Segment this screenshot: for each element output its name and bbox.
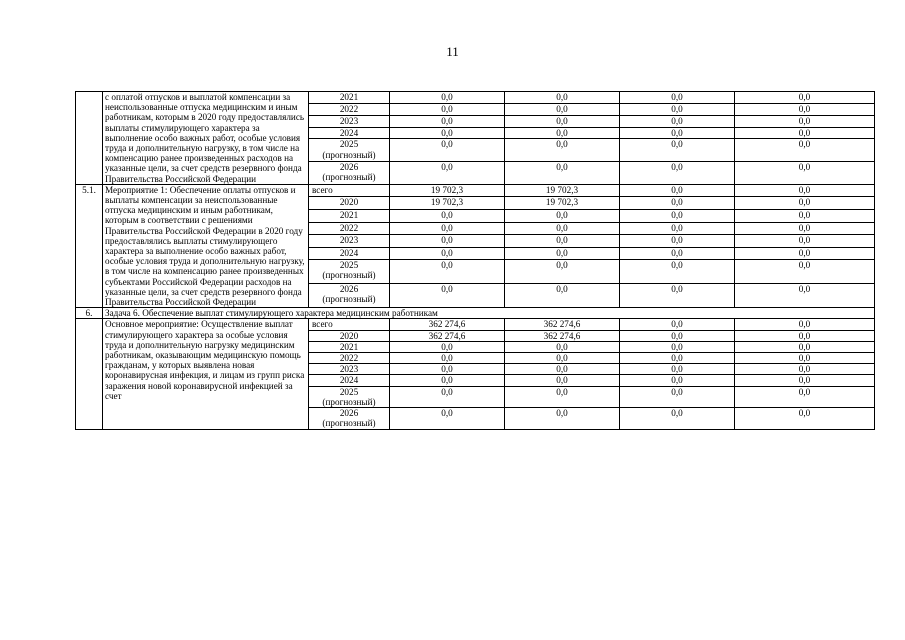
value-cell: 19 702,3 <box>390 184 505 197</box>
year-label: 2021 <box>339 92 359 102</box>
value-cell: 0,0 <box>505 92 620 104</box>
value-cell: 0,0 <box>390 247 505 260</box>
value-cell: 0,0 <box>505 103 620 115</box>
value-cell: 362 274,6 <box>505 330 620 341</box>
value-cell: 0,0 <box>505 341 620 352</box>
budget-table <box>75 91 875 430</box>
value-cell: 0,0 <box>390 235 505 248</box>
value-cell: 0,0 <box>390 341 505 352</box>
value-cell: 0,0 <box>505 209 620 222</box>
row-number <box>76 319 103 429</box>
year-label: 2024 <box>339 127 359 138</box>
value-cell: 362 274,6 <box>390 330 505 341</box>
year-cell <box>309 330 390 341</box>
value-cell: 0,0 <box>505 408 620 429</box>
year-label: 2023 <box>339 235 359 246</box>
year-cell <box>309 364 390 375</box>
year-label: всего <box>312 184 333 195</box>
value-cell: 0,0 <box>390 284 505 308</box>
year-cell <box>309 92 390 104</box>
year-cell <box>309 197 390 210</box>
value-cell: 0,0 <box>505 260 620 284</box>
value-cell: 0,0 <box>390 162 505 185</box>
year-label: 2020 <box>339 197 359 208</box>
year-label: 2022 <box>339 222 359 233</box>
value-cell: 0,0 <box>390 92 505 104</box>
row-number: 6. <box>76 308 103 319</box>
value-cell: 0,0 <box>735 235 875 248</box>
value-cell: 0,0 <box>735 353 875 364</box>
value-cell: 0,0 <box>505 375 620 386</box>
row-number: 5.1. <box>76 184 103 307</box>
year-note: (прогнозный) <box>322 418 376 429</box>
value-cell: 0,0 <box>620 284 735 308</box>
value-cell: 0,0 <box>505 353 620 364</box>
value-cell: 0,0 <box>620 247 735 260</box>
value-cell: 0,0 <box>390 139 505 162</box>
task-title: Задача 6. Обеспечение выплат стимулирующего характера медицинским работникам <box>103 308 875 319</box>
table-row <box>76 184 875 197</box>
year-label: 2025 <box>339 139 359 150</box>
value-cell: 0,0 <box>735 127 875 139</box>
year-label: 2024 <box>339 375 359 386</box>
year-cell <box>309 235 390 248</box>
year-cell <box>309 103 390 115</box>
row-description: с оплатой отпусков и выплатой компенсации за неиспользованные отпуска медицинским и иным работникам, которым в 2020 году предоставлялись выплаты стимулирующего характера за выполнение особо важных работ, особые условия труда и дополнительную нагрузку, в том числе на компенсацию ранее произведенных расходов на указанные цели, за счет средств резервного фонда Правительства Российской Федерации <box>103 92 309 185</box>
year-note: (прогнозный) <box>322 172 376 183</box>
year-label: 2022 <box>339 103 359 114</box>
value-cell: 19 702,3 <box>390 197 505 210</box>
value-cell: 0,0 <box>620 115 735 127</box>
value-cell: 0,0 <box>735 115 875 127</box>
value-cell: 0,0 <box>390 353 505 364</box>
year-cell <box>309 184 390 197</box>
value-cell: 362 274,6 <box>505 319 620 330</box>
value-cell: 0,0 <box>505 386 620 407</box>
row-description: Мероприятие 1: Обеспечение оплаты отпусков и выплаты компенсации за неиспользованные отпуска медицинским и иным работникам, которым в соответствии с решениями Правительства Российской Федерации в 2020 году предоставлялись выплаты стимулирующего характера за выполнение особо важных работ, особые условия труда и дополнительную нагрузку, в том числе на компенсацию ранее произведенных субъектами Российской Федерации расходов на указанные цели, за счет средств резервного фонда Правительства Российской Федерации <box>103 184 309 307</box>
value-cell: 0,0 <box>620 330 735 341</box>
value-cell: 0,0 <box>390 260 505 284</box>
value-cell: 0,0 <box>620 103 735 115</box>
year-note: (прогнозный) <box>322 149 376 160</box>
value-cell: 0,0 <box>620 353 735 364</box>
year-label: 2021 <box>339 341 359 352</box>
value-cell: 0,0 <box>505 247 620 260</box>
value-cell: 19 702,3 <box>505 184 620 197</box>
year-note: (прогнозный) <box>322 396 376 407</box>
value-cell: 0,0 <box>505 115 620 127</box>
value-cell: 0,0 <box>620 386 735 407</box>
year-cell <box>309 386 390 407</box>
value-cell: 0,0 <box>735 375 875 386</box>
value-cell: 0,0 <box>620 364 735 375</box>
year-cell <box>309 115 390 127</box>
year-cell <box>309 127 390 139</box>
value-cell: 0,0 <box>390 127 505 139</box>
value-cell: 0,0 <box>735 184 875 197</box>
value-cell: 0,0 <box>390 222 505 235</box>
value-cell: 0,0 <box>620 162 735 185</box>
value-cell: 0,0 <box>390 103 505 115</box>
year-label: 2025 <box>339 386 359 397</box>
value-cell: 0,0 <box>620 408 735 429</box>
year-label: 2026 <box>339 408 359 419</box>
value-cell: 0,0 <box>505 139 620 162</box>
year-label: 2023 <box>339 115 359 126</box>
year-cell <box>309 222 390 235</box>
value-cell: 0,0 <box>620 341 735 352</box>
value-cell: 0,0 <box>735 260 875 284</box>
year-cell <box>309 319 390 330</box>
year-label: 2023 <box>339 364 359 375</box>
year-label: 2026 <box>339 162 359 173</box>
value-cell: 0,0 <box>735 103 875 115</box>
value-cell: 0,0 <box>505 222 620 235</box>
year-cell <box>309 284 390 308</box>
row-number <box>76 92 103 185</box>
year-cell <box>309 209 390 222</box>
value-cell: 0,0 <box>735 247 875 260</box>
value-cell: 0,0 <box>390 375 505 386</box>
value-cell: 0,0 <box>505 364 620 375</box>
value-cell: 0,0 <box>390 364 505 375</box>
value-cell: 0,0 <box>620 197 735 210</box>
year-label: всего <box>312 319 333 330</box>
value-cell: 0,0 <box>735 209 875 222</box>
value-cell: 0,0 <box>505 284 620 308</box>
year-label: 2020 <box>339 330 359 341</box>
value-cell: 0,0 <box>620 222 735 235</box>
value-cell: 0,0 <box>620 375 735 386</box>
year-label: 2026 <box>339 284 359 295</box>
year-cell <box>309 375 390 386</box>
year-note: (прогнозный) <box>322 270 376 281</box>
value-cell: 0,0 <box>735 139 875 162</box>
year-cell <box>309 247 390 260</box>
value-cell: 0,0 <box>735 197 875 210</box>
value-cell: 0,0 <box>735 92 875 104</box>
value-cell: 0,0 <box>620 209 735 222</box>
year-label: 2022 <box>339 353 359 364</box>
table-row <box>76 319 875 330</box>
value-cell: 0,0 <box>620 139 735 162</box>
value-cell: 0,0 <box>735 222 875 235</box>
row-description: Основное мероприятие: Осуществление выплат стимулирующего характера за особые условия труда и дополнительную нагрузку медицинским работникам, оказывающим медицинскую помощь гражданам, у которых выявлена новая коронавирусная инфекция, и лицам из групп риска заражения новой коронавирусной инфекцией за счет <box>103 319 309 429</box>
year-cell <box>309 139 390 162</box>
value-cell: 0,0 <box>390 408 505 429</box>
year-label: 2025 <box>339 260 359 271</box>
task-row <box>76 308 875 319</box>
year-cell <box>309 162 390 185</box>
value-cell: 0,0 <box>735 162 875 185</box>
value-cell: 19 702,3 <box>505 197 620 210</box>
value-cell: 0,0 <box>735 284 875 308</box>
year-cell <box>309 341 390 352</box>
value-cell: 0,0 <box>390 386 505 407</box>
value-cell: 0,0 <box>620 184 735 197</box>
value-cell: 0,0 <box>390 115 505 127</box>
year-cell <box>309 408 390 429</box>
value-cell: 0,0 <box>735 319 875 330</box>
value-cell: 0,0 <box>620 235 735 248</box>
value-cell: 0,0 <box>735 364 875 375</box>
year-label: 2024 <box>339 247 359 258</box>
value-cell: 0,0 <box>505 235 620 248</box>
value-cell: 0,0 <box>505 127 620 139</box>
value-cell: 0,0 <box>735 341 875 352</box>
value-cell: 0,0 <box>390 209 505 222</box>
value-cell: 0,0 <box>620 127 735 139</box>
year-cell <box>309 353 390 364</box>
value-cell: 0,0 <box>735 408 875 429</box>
year-note: (прогнозный) <box>322 294 376 305</box>
value-cell: 0,0 <box>735 330 875 341</box>
year-label: 2021 <box>339 209 359 220</box>
value-cell: 0,0 <box>620 260 735 284</box>
page-number: 11 <box>446 44 459 59</box>
table-row <box>76 92 875 104</box>
value-cell: 0,0 <box>505 162 620 185</box>
value-cell: 0,0 <box>620 92 735 104</box>
value-cell: 0,0 <box>735 386 875 407</box>
value-cell: 362 274,6 <box>390 319 505 330</box>
year-cell <box>309 260 390 284</box>
value-cell: 0,0 <box>620 319 735 330</box>
